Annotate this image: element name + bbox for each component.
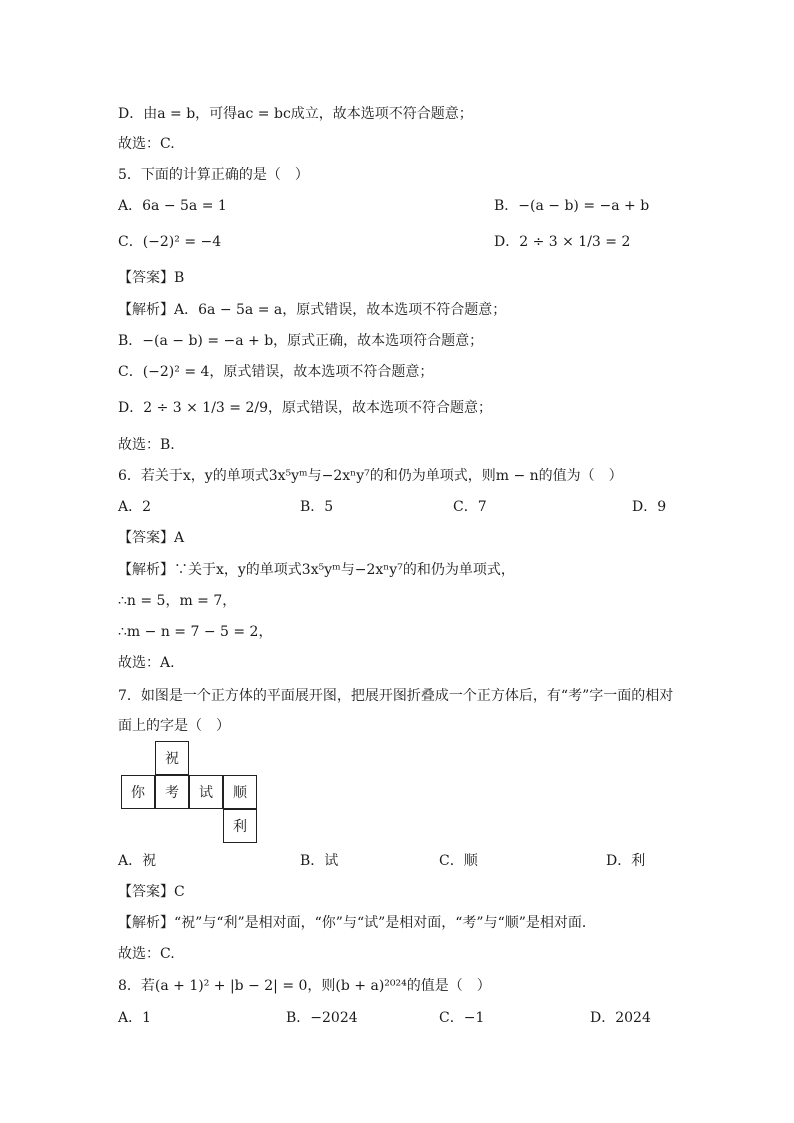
q4-option-d: D．由a = b，可得ac = bc成立，故本选项不符合题意； bbox=[118, 106, 473, 122]
q6-option-b: B．5 bbox=[300, 499, 334, 515]
net-cell: 你 bbox=[121, 775, 155, 809]
net-cell: 顺 bbox=[223, 775, 257, 809]
q5-option-a: A．6a − 5a = 1 bbox=[118, 198, 227, 214]
q5-analysis-line: B．−(a − b) = −a + b，原式正确，故本选项符合题意； bbox=[118, 333, 484, 349]
q5-option-c: C．(−2)² = −4 bbox=[118, 234, 222, 250]
q5-option-d: D．2 ÷ 3 × 1/3 = 2 bbox=[494, 234, 631, 250]
q5-answer: 【答案】B bbox=[118, 270, 185, 286]
q5-analysis-line: D．2 ÷ 3 × 1/3 = 2/9，原式错误，故本选项不符合题意； bbox=[118, 400, 492, 416]
q5-option-b: B．−(a − b) = −a + b bbox=[494, 198, 650, 214]
net-cell: 试 bbox=[189, 775, 223, 809]
q6-stem: 6．若关于x，y的单项式3x⁵yᵐ与−2xⁿy⁷的和仍为单项式，则m − n的值为（ ） bbox=[118, 468, 623, 484]
q6-choice: 故选：A. bbox=[118, 655, 175, 671]
q4-choice: 故选：C. bbox=[118, 136, 175, 152]
net-cell-bottom: 利 bbox=[223, 809, 257, 843]
q8-option-a: A．1 bbox=[118, 1010, 152, 1026]
q5-choice: 故选：B. bbox=[118, 437, 175, 453]
q6-option-a: A．2 bbox=[118, 499, 152, 515]
q8-option-b: B．−2024 bbox=[286, 1010, 358, 1026]
q5-analysis-line: 【解析】A．6a − 5a = a，原式错误，故本选项不符合题意； bbox=[118, 302, 507, 318]
q8-option-d: D．2024 bbox=[590, 1010, 651, 1026]
q7-option-c: C．顺 bbox=[439, 853, 478, 869]
q6-analysis-line: 【解析】∵关于x，y的单项式3x⁵yᵐ与−2xⁿy⁷的和仍为单项式， bbox=[118, 562, 515, 578]
q7-option-b: B．试 bbox=[300, 853, 339, 869]
q6-analysis-line: ∴n = 5，m = 7， bbox=[118, 593, 237, 609]
q5-stem: 5．下面的计算正确的是（ ） bbox=[118, 167, 309, 183]
q7-stem-line1: 7．如图是一个正方体的平面展开图，把展开图折叠成一个正方体后，有“考”字一面的相对 bbox=[118, 688, 674, 704]
q6-analysis-line: ∴m − n = 7 − 5 = 2， bbox=[118, 624, 273, 640]
q5-analysis-line: C．(−2)² = 4，原式错误，故本选项不符合题意； bbox=[118, 364, 434, 380]
q7-choice: 故选：C. bbox=[118, 946, 175, 962]
q8-stem: 8．若(a + 1)² + |b − 2| = 0，则(b + a)²⁰²⁴的值是（ ） bbox=[118, 978, 491, 994]
net-cell-top: 祝 bbox=[155, 741, 189, 775]
q6-option-c: C．7 bbox=[453, 499, 487, 515]
q7-analysis: 【解析】“祝”与“利”是相对面，“你”与“试”是相对面，“考”与“顺”是相对面． bbox=[118, 915, 596, 931]
q7-option-a: A．祝 bbox=[118, 853, 157, 869]
q7-option-d: D．利 bbox=[606, 853, 646, 869]
q6-answer: 【答案】A bbox=[118, 530, 185, 546]
q7-stem-line2: 面上的字是（ ） bbox=[118, 718, 230, 734]
q8-option-c: C．−1 bbox=[439, 1010, 485, 1026]
net-cell: 考 bbox=[155, 775, 189, 809]
q6-option-d: D．9 bbox=[632, 499, 667, 515]
q7-answer: 【答案】C bbox=[118, 884, 185, 900]
